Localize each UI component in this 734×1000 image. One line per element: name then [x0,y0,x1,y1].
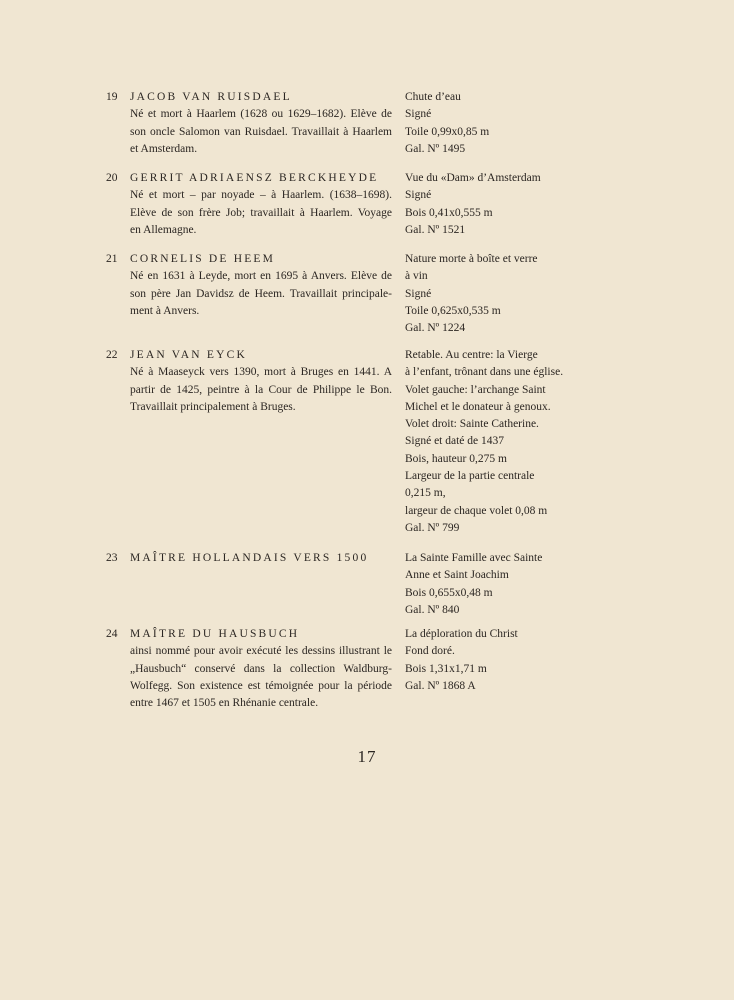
work-line: Toile 0,99x0,85 m [405,125,490,138]
work-line: Nature morte à boîte et verre [405,253,538,265]
artist-name: JACOB VAN RUISDAEL [130,91,292,103]
work-line: 0,215 m, [405,487,446,500]
bio-line: Né et mort – par noyade – à Haarlem. (1638–1698). [130,189,392,202]
artwork-details [405,626,585,695]
bio-line: Travaillait principalement à Bruges. [130,400,296,413]
artist-block [130,347,392,416]
work-line: Signé et daté de 1437 [405,435,505,448]
work-line: Volet gauche: l’archange Saint [405,383,546,396]
work-line: Gal. Nº 840 [405,603,460,616]
work-line: Signé [405,108,432,121]
page-number: 17 [357,747,377,766]
work-line: Fond doré. [405,645,455,658]
bio-line: ainsi nommé pour avoir exécuté les dessins illustrant le [130,645,392,658]
work-line: Bois 0,655x0,48 m [405,586,493,599]
artist-name: MAÎTRE DU HAUSBUCH [130,628,300,640]
artist-biography [130,268,392,320]
artwork-details [405,251,585,337]
bio-line: partir de 1425, peintre à la Cour de Philippe le Bon. [130,383,392,396]
bio-line: et Amsterdam. [130,142,198,155]
work-line: La Sainte Famille avec Sainte [405,552,543,564]
work-line: Gal. Nº 1495 [405,142,466,155]
bio-line: son oncle Salomon van Ruisdael. Travaillait à Haarlem [130,125,392,138]
bio-line: Né à Maaseyck vers 1390, mort à Bruges en 1441. A [130,366,392,379]
work-line: Signé [405,189,432,202]
work-line: Bois, hauteur 0,275 m [405,452,507,465]
artist-biography [130,187,392,239]
work-line: Largeur de la partie centrale [405,470,535,483]
work-line: à vin [405,270,428,283]
work-line: Gal. Nº 1521 [405,223,466,236]
work-line: Bois 1,31x1,71 m [405,662,487,675]
artist-biography [130,364,392,416]
artist-name: MAÎTRE HOLLANDAIS VERS 1500 [130,552,369,564]
work-line: Gal. Nº 1224 [405,322,466,335]
artist-biography [130,106,392,158]
work-line: Chute d’eau [405,91,461,103]
bio-line: ment à Anvers. [130,304,200,317]
entry-number: 24 [106,628,118,640]
work-line: Vue du «Dam» d’Amsterdam [405,172,541,184]
artist-block [130,89,392,158]
bio-line: entre 1467 et 1505 en Rhénanie centrale. [130,697,319,710]
work-line: La déploration du Christ [405,628,518,640]
artist-name: CORNELIS DE HEEM [130,253,276,265]
work-line: Anne et Saint Joachim [405,569,509,582]
bio-line: Né et mort à Haarlem (1628 ou 1629–1682). Elève de [130,108,392,121]
work-line: Gal. Nº 1868 A [405,679,476,692]
entry-number: 19 [106,91,118,103]
artist-biography [130,643,392,712]
entry-number: 23 [106,552,118,564]
entry-number: 21 [106,253,118,265]
work-line: Bois 0,41x0,555 m [405,206,493,219]
artist-block [130,251,392,320]
artist-name: JEAN VAN EYCK [130,349,247,361]
work-line: Volet droit: Sainte Catherine. [405,418,539,431]
artist-block [130,170,392,239]
bio-line: en Allemagne. [130,223,197,236]
entry-number: 20 [106,172,118,184]
bio-line: son père Jan Davidsz de Heem. Travaillait principale- [130,287,392,300]
bio-line: Wolfegg. Son existence est témoignée pour la période [130,679,392,692]
artist-block [130,550,392,567]
work-line: Toile 0,625x0,535 m [405,304,501,317]
bio-line: Elève de son frère Job; travaillait à Haarlem. Voyage [130,206,392,219]
work-line: à l’enfant, trônant dans une église. [405,366,564,379]
work-line: Signé [405,287,432,300]
work-line: Gal. Nº 799 [405,521,460,534]
bio-line: Né en 1631 à Leyde, mort en 1695 à Anvers. Elève de [130,270,392,283]
artwork-details [405,550,585,619]
work-line: largeur de chaque volet 0,08 m [405,504,548,517]
entry-number: 22 [106,349,118,361]
artist-block [130,626,392,712]
work-line: Retable. Au centre: la Vierge [405,349,538,361]
artwork-details [405,89,585,158]
work-line: Michel et le donateur à genoux. [405,400,551,413]
artwork-details [405,170,585,239]
artist-name: GERRIT ADRIAENSZ BERCKHEYDE [130,172,379,184]
artwork-details [405,347,585,537]
bio-line: „Hausbuch“ conservé dans la collection Waldburg- [130,662,392,675]
